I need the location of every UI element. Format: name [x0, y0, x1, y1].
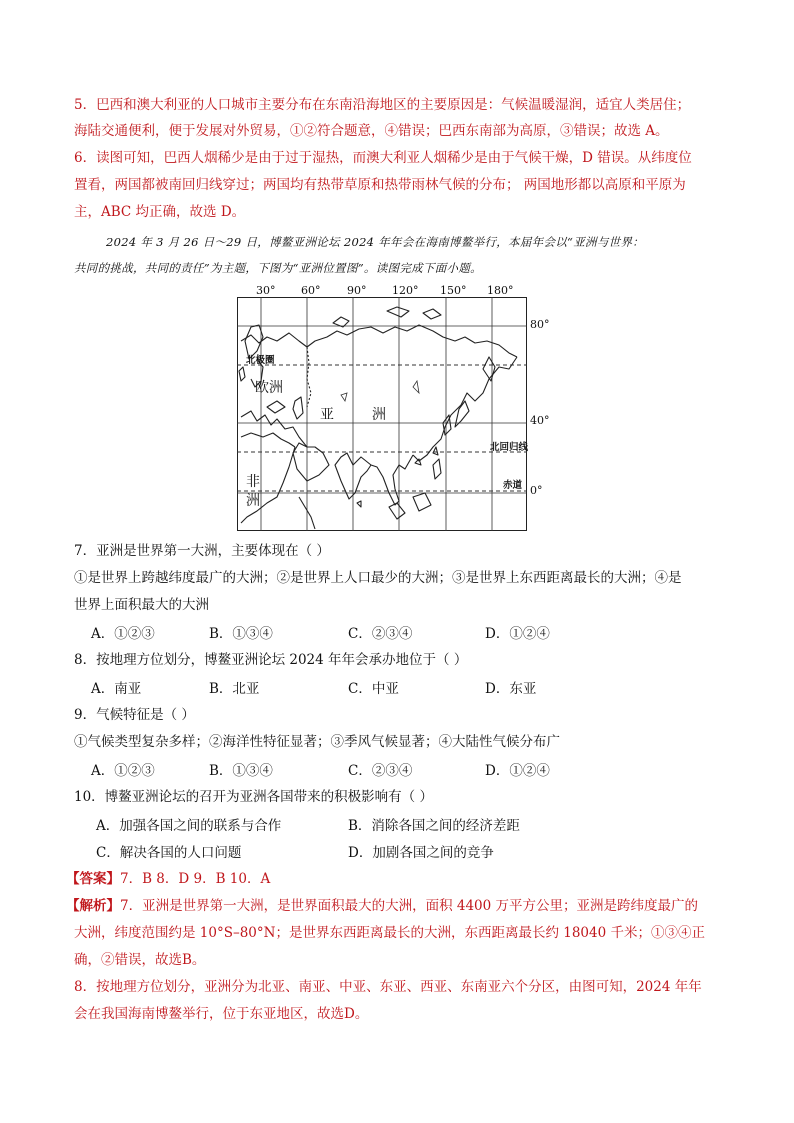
q10-option-a[interactable]: A．加强各国之间的联系与合作: [96, 818, 282, 834]
q9-option-a[interactable]: A．①②③: [91, 763, 155, 779]
explanation-q6-line2: 置看，两国都被南回归线穿过；两国均有热带草原和热带雨林气候的分布； 两国地形都以高原和平原为: [74, 177, 686, 193]
intro-line2: 共同的挑战，共同的责任”为主题，下图为“亚洲位置图”。读图完成下面小题。: [74, 261, 482, 275]
q9-option-c[interactable]: C．②③④: [348, 763, 413, 779]
q8-option-c[interactable]: C．中亚: [348, 681, 399, 697]
intro-line1: 2024 年 3 月 26 日～29 日，博鳌亚洲论坛 2024 年年会在海南博鳌举行，本届年会以“亚洲与世界：: [106, 235, 645, 249]
explanation-q5-line2: 海陆交通便利，便于发展对外贸易，①②符合题意，④错误；巴西东南部为高原，③错误；故选 A。: [74, 123, 669, 139]
lon-label-120: 120°: [392, 284, 419, 297]
lon-label-180: 180°: [487, 284, 514, 297]
lon-label-90: 90°: [347, 284, 367, 297]
q7-option-d[interactable]: D．①②④: [485, 626, 550, 642]
q9-items: ①气候类型复杂多样；②海洋性特征显著；③季风气候显著；④大陆性气候分布广: [74, 734, 560, 750]
analysis-line4: 8．按地理方位划分，亚洲分为北亚、南亚、中亚、东亚、西亚、东南亚六个分区，由图可知，2024 年年: [74, 979, 702, 995]
analysis-tag: 【解析】: [66, 898, 120, 914]
q8-option-d[interactable]: D．东亚: [485, 681, 537, 697]
analysis-line3: 确，②错误，故选B。: [74, 952, 206, 968]
q7-items-line1: ①是世界上跨越纬度最广的大洲；②是世界上人口最少的大洲；③是世界上东西距离最长的大洲；④是: [74, 570, 682, 586]
q7-option-b[interactable]: B．①③④: [209, 626, 273, 642]
lon-label-60: 60°: [301, 284, 321, 297]
q10-option-c[interactable]: C．解决各国的人口问题: [96, 845, 242, 861]
analysis-line1: [66, 896, 698, 916]
q10-option-d[interactable]: D．加剧各国之间的竞争: [348, 845, 494, 861]
analysis-text-1: 7．亚洲是世界第一大洲，是世界面积最大的大洲，面积 4400 万平方公里；亚洲是跨纬度最广的: [120, 898, 699, 914]
africa-label-2: 洲: [246, 493, 260, 509]
analysis-line5: 会在我国海南博鳌举行，位于东亚地区，故选D。: [74, 1006, 369, 1022]
answer-text: 7．B 8．D 9．B 10．A: [120, 871, 271, 887]
europe-label: 欧洲: [255, 380, 283, 396]
lat-label-80: 80°: [530, 318, 550, 331]
q10-stem: 10．博鳌亚洲论坛的召开为亚洲各国带来的积极影响有（ ）: [74, 789, 433, 805]
explanation-q6-line3: 主，ABC 均正确，故选 D。: [74, 204, 246, 220]
q7-option-c[interactable]: C．②③④: [348, 626, 413, 642]
analysis-line2: 大洲，纬度范围约是 10°S–80°N；是世界东西距离最长的大洲，东西距离最长约 18040 千米；①③④正: [74, 925, 705, 941]
asia-label-2: 洲: [372, 407, 386, 423]
lon-label-30: 30°: [256, 284, 276, 297]
answer-tag: 【答案】: [66, 871, 120, 887]
lat-label-40: 40°: [530, 414, 550, 427]
lat-label-0: 0°: [530, 484, 543, 497]
equator-label: 赤道: [503, 480, 523, 491]
q9-option-b[interactable]: B．①③④: [209, 763, 273, 779]
q8-option-b[interactable]: B．北亚: [209, 681, 260, 697]
explanation-q6-line1: 6．读图可知，巴西人烟稀少是由于过于湿热，而澳大利亚人烟稀少是由于气候干燥，D 错误。从纬度位: [74, 150, 692, 166]
q10-option-b[interactable]: B．消除各国之间的经济差距: [348, 818, 520, 834]
answer-line: [66, 869, 270, 889]
q7-items-line2: 世界上面积最大的大洲: [74, 597, 209, 613]
q9-stem: 9．气候特征是（ ）: [74, 707, 195, 723]
explanation-q5-line1: 5．巴西和澳大利亚的人口城市主要分布在东南沿海地区的主要原因是：气候温暖湿润，适宜人类居住；: [74, 97, 691, 113]
asia-label-1: 亚: [320, 407, 334, 423]
africa-label-1: 非: [246, 474, 260, 490]
q7-option-a[interactable]: A．①②③: [91, 626, 155, 642]
q8-option-a[interactable]: A．南亚: [91, 681, 142, 697]
tropic-of-cancer-label: 北回归线: [490, 442, 529, 453]
q9-option-d[interactable]: D．①②④: [485, 763, 550, 779]
q7-stem: 7．亚洲是世界第一大洲，主要体现在（ ）: [74, 543, 330, 559]
q8-stem: 8．按地理方位划分，博鳌亚洲论坛 2024 年年会承办地位于（ ）: [74, 652, 468, 668]
arctic-circle-label: 北极圈: [246, 355, 275, 366]
lon-label-150: 150°: [440, 284, 467, 297]
